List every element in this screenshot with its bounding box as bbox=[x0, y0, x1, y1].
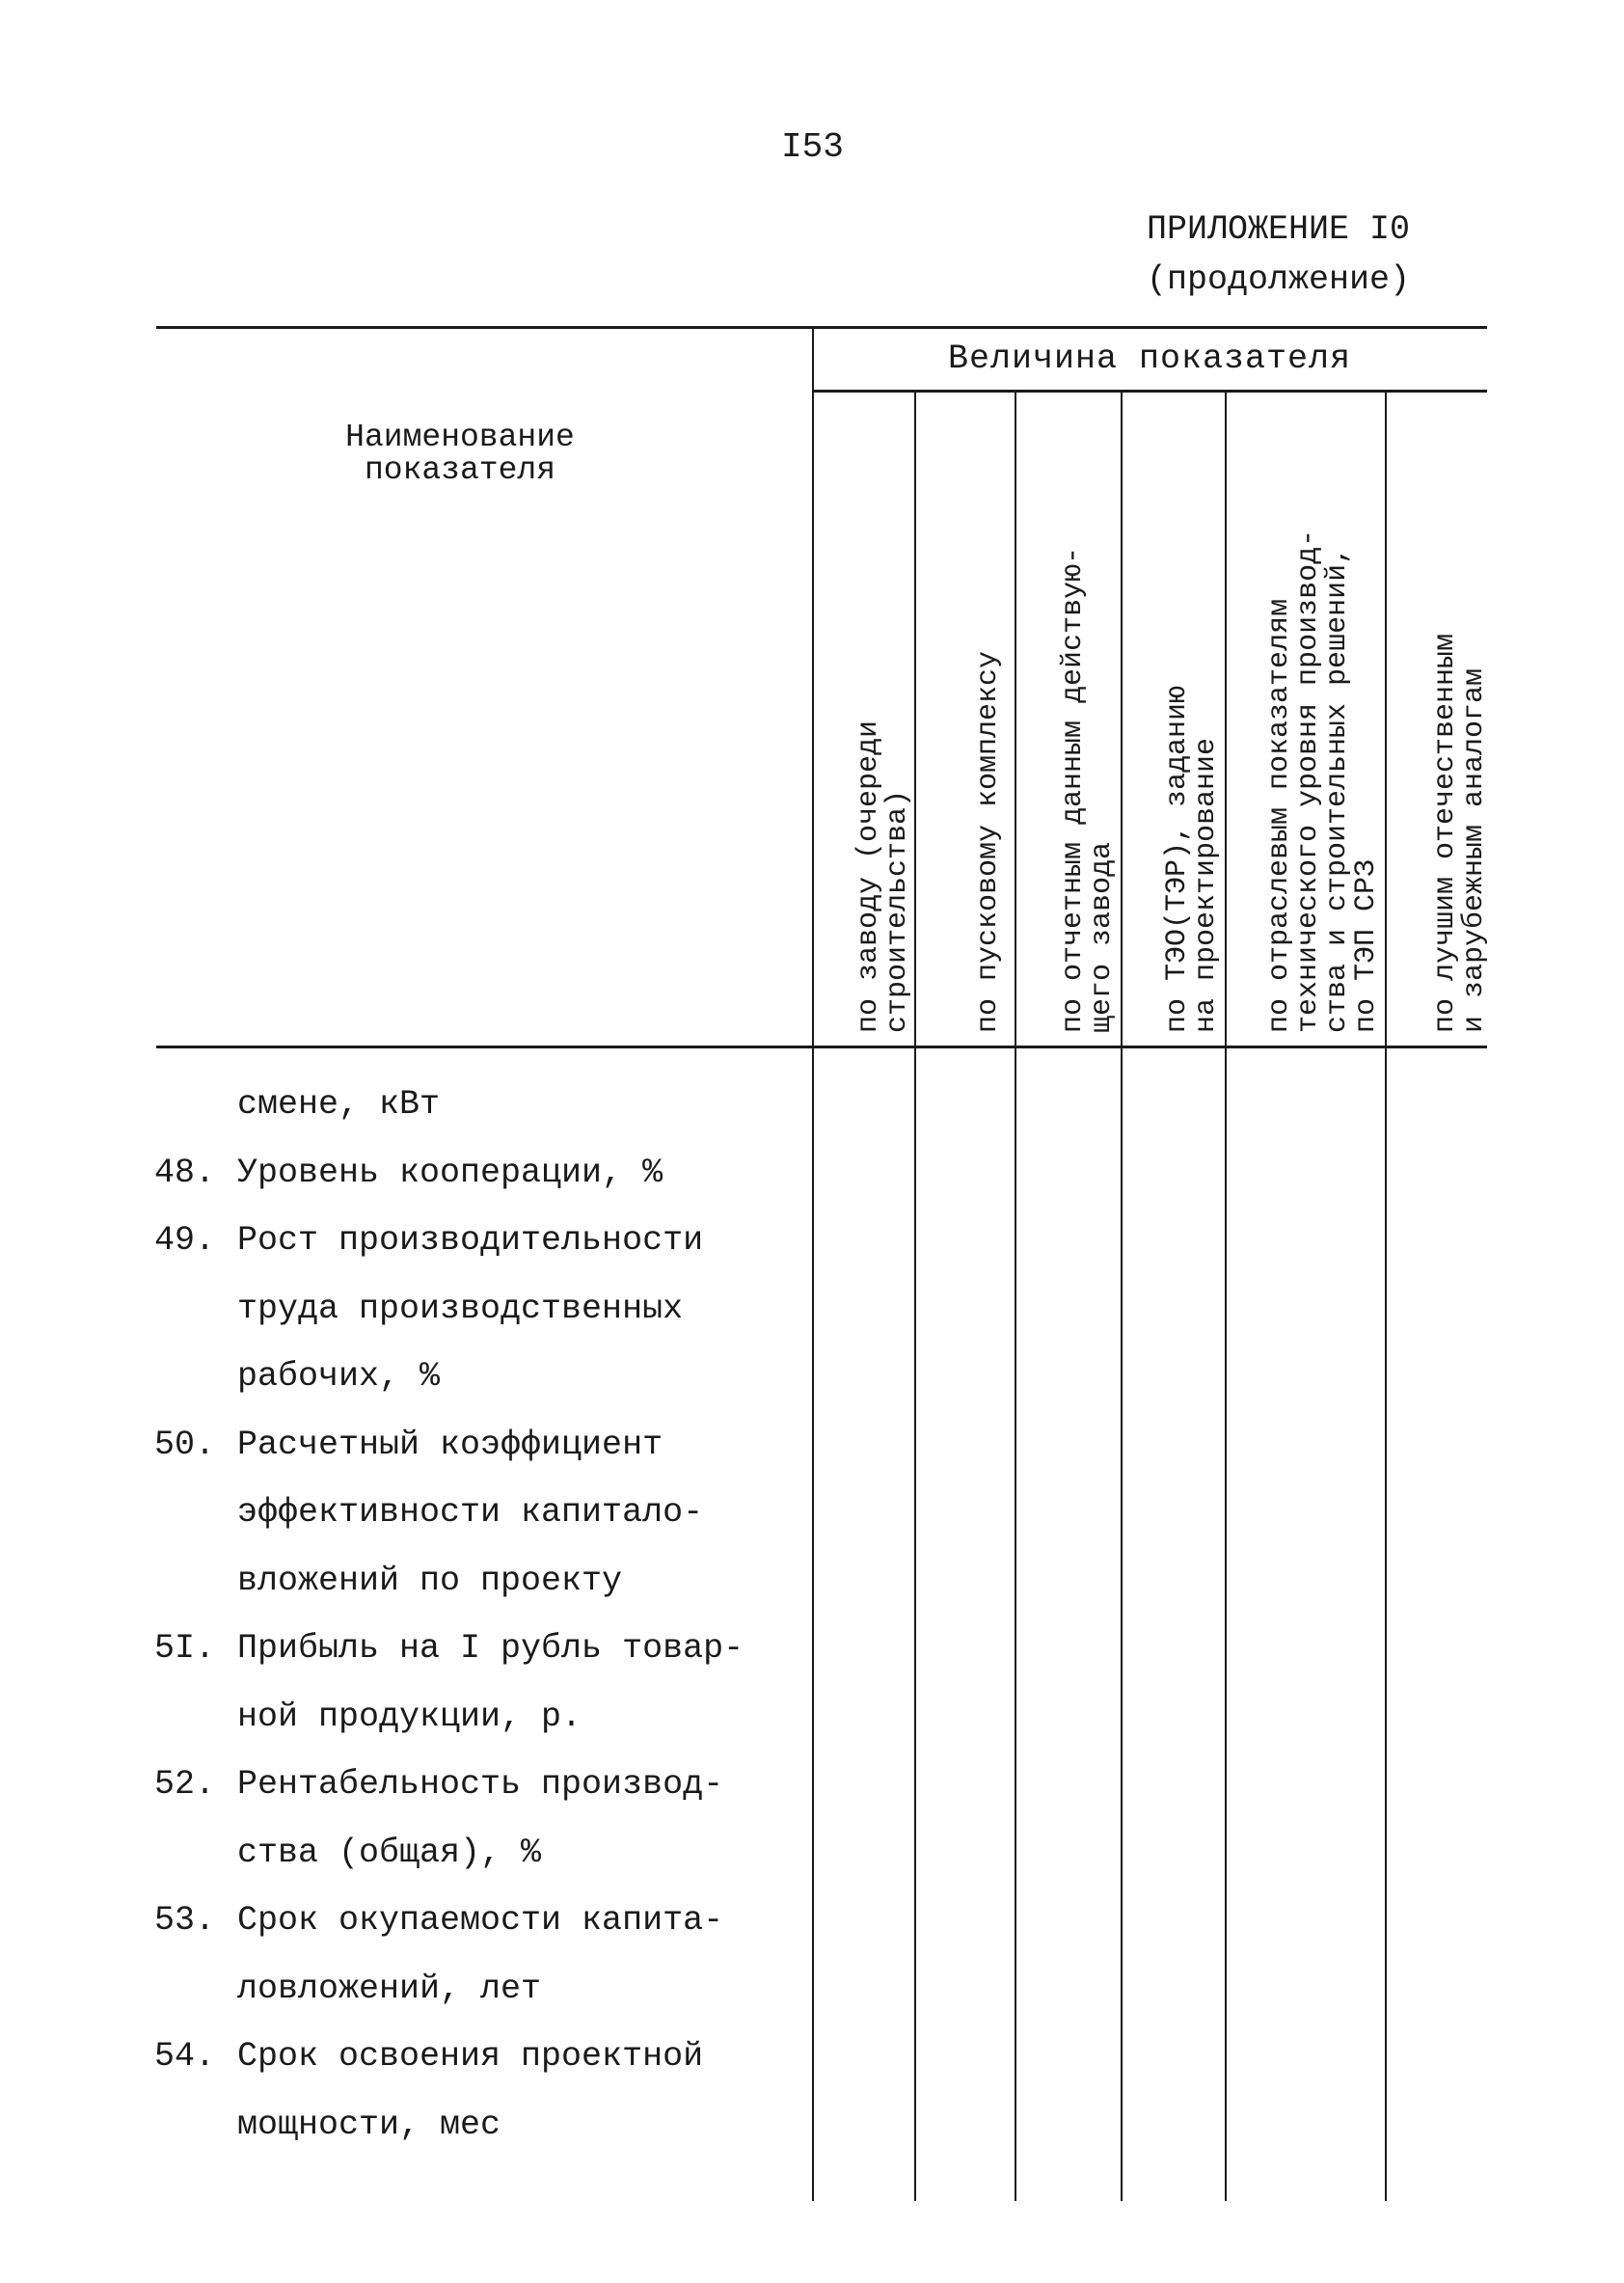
row-text: Срок освоения проектной bbox=[237, 2037, 704, 2076]
row-text: смене, кВт bbox=[237, 1085, 441, 1124]
row-text: ловложений, лет bbox=[237, 1969, 542, 2008]
appendix-subtitle: (продолжение) bbox=[1146, 260, 1410, 299]
row-number: 52. bbox=[154, 1765, 216, 1804]
column-header-line: по ТЭО(ТЭР), заданию bbox=[1161, 685, 1194, 1033]
row-text: Рост производительности bbox=[237, 1221, 704, 1260]
column-header-line: по лучшим отечественным bbox=[1429, 633, 1462, 1033]
column-header-line: по пусковому комплексу bbox=[972, 650, 1005, 1033]
column-header-best-analogues bbox=[1408, 410, 1489, 1037]
name-header-line: показателя bbox=[364, 452, 556, 488]
column-header-industry-indicators bbox=[1232, 410, 1381, 1037]
column-divider bbox=[1015, 392, 1016, 2201]
row-text: Расчетный коэффициент bbox=[237, 1425, 663, 1464]
row-text: вложений по проекту bbox=[237, 1561, 623, 1600]
row-text: мощности, мес bbox=[237, 2105, 501, 2144]
column-header-feasibility-study bbox=[1128, 410, 1221, 1037]
table-top-rule bbox=[156, 326, 1487, 329]
row-text: Рентабельность производ- bbox=[237, 1765, 724, 1804]
column-header-line: на проектирование bbox=[1190, 737, 1223, 1033]
group-header: Величина показателя bbox=[947, 340, 1352, 378]
column-header-line: по ТЭП СРЗ bbox=[1350, 858, 1383, 1033]
row-text: Прибыль на I рубль товар- bbox=[237, 1629, 744, 1668]
appendix-title: ПРИЛОЖЕНИЕ I0 bbox=[1146, 210, 1410, 249]
column-divider bbox=[914, 392, 916, 2201]
column-divider bbox=[812, 328, 814, 2201]
name-header-line: Наименование bbox=[345, 420, 575, 455]
column-header-plant bbox=[820, 410, 912, 1037]
column-header-line: ства и строительных решений, bbox=[1321, 546, 1354, 1033]
column-header-line: по отраслевым показателям bbox=[1263, 598, 1296, 1033]
row-text: ной продукции, р. bbox=[237, 1697, 582, 1736]
row-number: 5I. bbox=[154, 1629, 216, 1668]
appendix-heading bbox=[1147, 204, 1410, 305]
column-divider bbox=[1225, 392, 1227, 2201]
row-text: труда производственных bbox=[237, 1289, 684, 1328]
column-header-reporting-data bbox=[1022, 410, 1117, 1037]
row-number: 49. bbox=[154, 1221, 216, 1260]
row-text: ства (общая), % bbox=[237, 1833, 542, 1872]
row-number: 50. bbox=[154, 1425, 216, 1464]
row-text: Уровень кооперации, % bbox=[237, 1153, 663, 1192]
column-header-line: по отчетным данным действую- bbox=[1057, 546, 1090, 1033]
row-number: 54. bbox=[154, 2037, 216, 2076]
column-header-line: строительства) bbox=[881, 789, 914, 1033]
column-divider bbox=[1121, 392, 1123, 2201]
column-header-line: и зарубежным аналогам bbox=[1458, 667, 1491, 1033]
page-number: I53 bbox=[781, 127, 844, 167]
column-header-startup-complex bbox=[926, 410, 1003, 1037]
header-bottom-rule bbox=[156, 1046, 1487, 1048]
column-header-line: щего завода bbox=[1086, 841, 1119, 1033]
row-text: рабочих, % bbox=[237, 1357, 441, 1396]
row-text: Срок окупаемости капита- bbox=[237, 1901, 724, 1940]
row-number: 53. bbox=[154, 1901, 216, 1940]
column-header-line: по заводу (очереди bbox=[853, 720, 885, 1033]
column-header-line: технического уровня производ- bbox=[1292, 529, 1325, 1033]
row-text: эффективности капитало- bbox=[237, 1493, 704, 1532]
row-number: 48. bbox=[154, 1153, 216, 1192]
name-column-header bbox=[253, 421, 667, 487]
column-divider bbox=[1385, 392, 1387, 2201]
